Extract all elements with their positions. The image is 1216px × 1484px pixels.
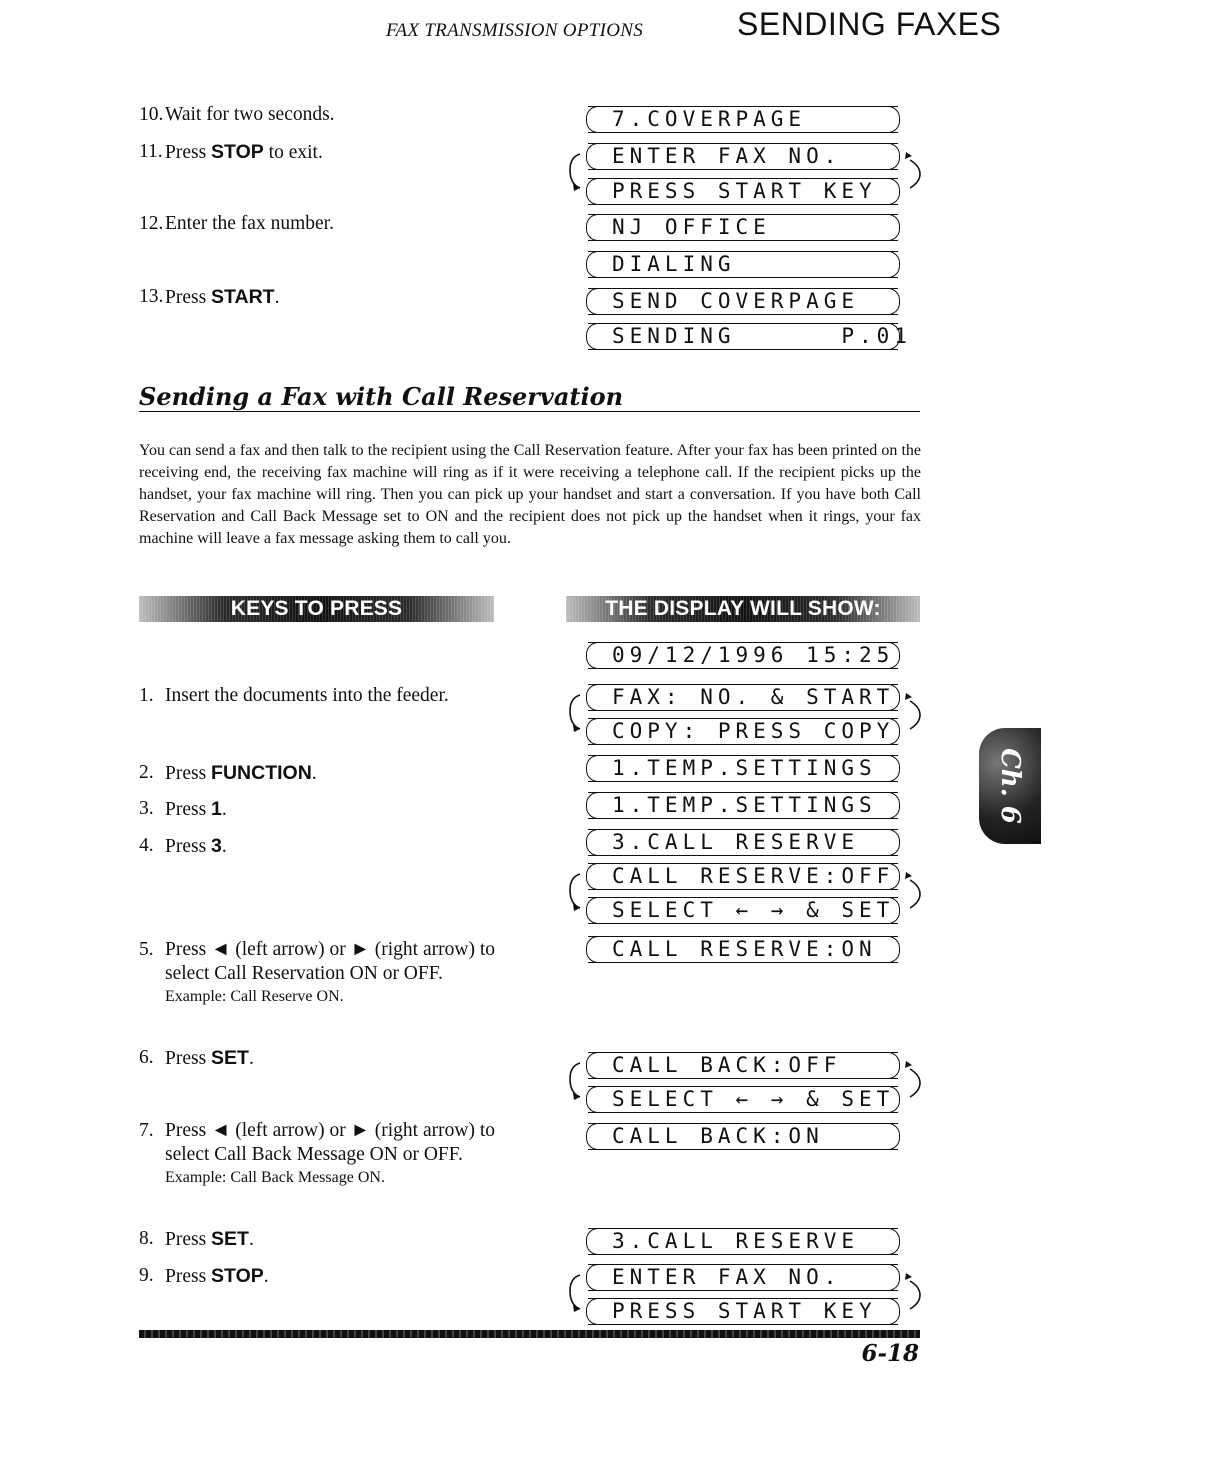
alternate-right-arrow-icon — [900, 868, 928, 938]
step-1: 1. Insert the documents into the feeder. — [139, 685, 449, 706]
key-start: START — [211, 286, 275, 308]
key-set: SET — [211, 1047, 249, 1069]
step-4: 4. Press 3. — [139, 835, 227, 857]
lcd-display: PRESS START KEY — [588, 1298, 898, 1325]
step-11: 11. Press STOP to exit. — [139, 141, 323, 163]
lcd-display: SEND COVERPAGE — [588, 288, 898, 315]
lcd-display: ENTER FAX NO. — [588, 143, 898, 170]
section-title: Sending a Fax with Call Reservation — [139, 382, 624, 411]
lcd-display: 1.TEMP.SETTINGS — [588, 792, 898, 819]
lcd-display: CALL RESERVE:ON — [588, 936, 898, 963]
alternate-left-arrow-icon — [562, 868, 590, 938]
lcd-display: DIALING — [588, 251, 898, 278]
alternate-right-arrow-icon — [900, 689, 928, 759]
running-header-chapter: SENDING FAXES — [737, 6, 1002, 42]
key-function: FUNCTION — [211, 762, 312, 784]
lcd-display: 7.COVERPAGE — [588, 106, 898, 133]
step-6: 6. Press SET. — [139, 1047, 254, 1069]
footer-rule — [139, 1330, 920, 1338]
running-header-section: FAX TRANSMISSION OPTIONS — [386, 20, 644, 41]
step-13: 13. Press START. — [139, 286, 280, 308]
keys-to-press-header: KEYS TO PRESS — [139, 596, 494, 622]
step-12: 12. Enter the fax number. — [139, 213, 334, 234]
step-10: 10. Wait for two seconds. — [139, 104, 335, 125]
page-number: 6-18 — [861, 1340, 919, 1367]
alternate-left-arrow-icon — [562, 689, 590, 759]
key-3: 3 — [211, 835, 222, 857]
step-5: 5. Press ◄ (left arrow) or ► (right arrow) to select Call Reservation ON or OFF. Example: Call Reserve ON. — [139, 939, 495, 1005]
chapter-tab: Ch. 6 — [979, 728, 1041, 844]
key-1: 1 — [211, 798, 222, 820]
alternate-left-arrow-icon — [562, 1057, 590, 1127]
lcd-display: SELECT ← → & SET — [588, 1086, 898, 1113]
lcd-display: CALL BACK:ON — [588, 1123, 898, 1150]
step-8: 8. Press SET. — [139, 1228, 254, 1250]
lcd-display: COPY: PRESS COPY — [588, 718, 898, 745]
alternate-right-arrow-icon — [900, 148, 928, 218]
section-intro: You can send a fax and then talk to the recipient using the Call Reservation feature. After your fax has been printed on the receiving end, the receiving fax machine will ring as if it were receiving a telephone call. If the recipient picks up the handset, your fax machine will ring. Then you can pick up your handset and start a conversation. If you have both Call Reservation and Call Back Message set to ON and the recipient does not pick up the handset when it rings, your fax machine will leave a fax message asking them to call you. — [139, 442, 921, 547]
step-7: 7. Press ◄ (left arrow) or ► (right arrow) to select Call Back Message ON or OFF. Example: Call Back Message ON. — [139, 1120, 495, 1186]
alternate-right-arrow-icon — [900, 1269, 928, 1339]
lcd-display: 3.CALL RESERVE — [588, 829, 898, 856]
lcd-display: FAX: NO. & START — [588, 684, 898, 711]
key-set: SET — [211, 1228, 249, 1250]
step-9: 9. Press STOP. — [139, 1265, 269, 1287]
display-will-show-header: THE DISPLAY WILL SHOW: — [566, 596, 920, 622]
section-divider — [139, 411, 920, 412]
alternate-left-arrow-icon — [562, 148, 590, 218]
lcd-display: SELECT ← → & SET — [588, 897, 898, 924]
step-2: 2. Press FUNCTION. — [139, 762, 317, 784]
lcd-display: 1.TEMP.SETTINGS — [588, 755, 898, 782]
alternate-left-arrow-icon — [562, 1269, 590, 1339]
lcd-display: NJ OFFICE — [588, 214, 898, 241]
step-3: 3. Press 1. — [139, 798, 227, 820]
lcd-display: SENDING P.01 — [588, 323, 898, 350]
lcd-display: PRESS START KEY — [588, 178, 898, 205]
lcd-display: CALL RESERVE:OFF — [588, 863, 898, 890]
lcd-display: CALL BACK:OFF — [588, 1052, 898, 1079]
key-stop: STOP — [211, 141, 264, 163]
lcd-display: 3.CALL RESERVE — [588, 1228, 898, 1255]
lcd-display: ENTER FAX NO. — [588, 1264, 898, 1291]
lcd-display: 09/12/1996 15:25 — [588, 642, 898, 669]
alternate-right-arrow-icon — [900, 1057, 928, 1127]
key-stop: STOP — [211, 1265, 264, 1287]
